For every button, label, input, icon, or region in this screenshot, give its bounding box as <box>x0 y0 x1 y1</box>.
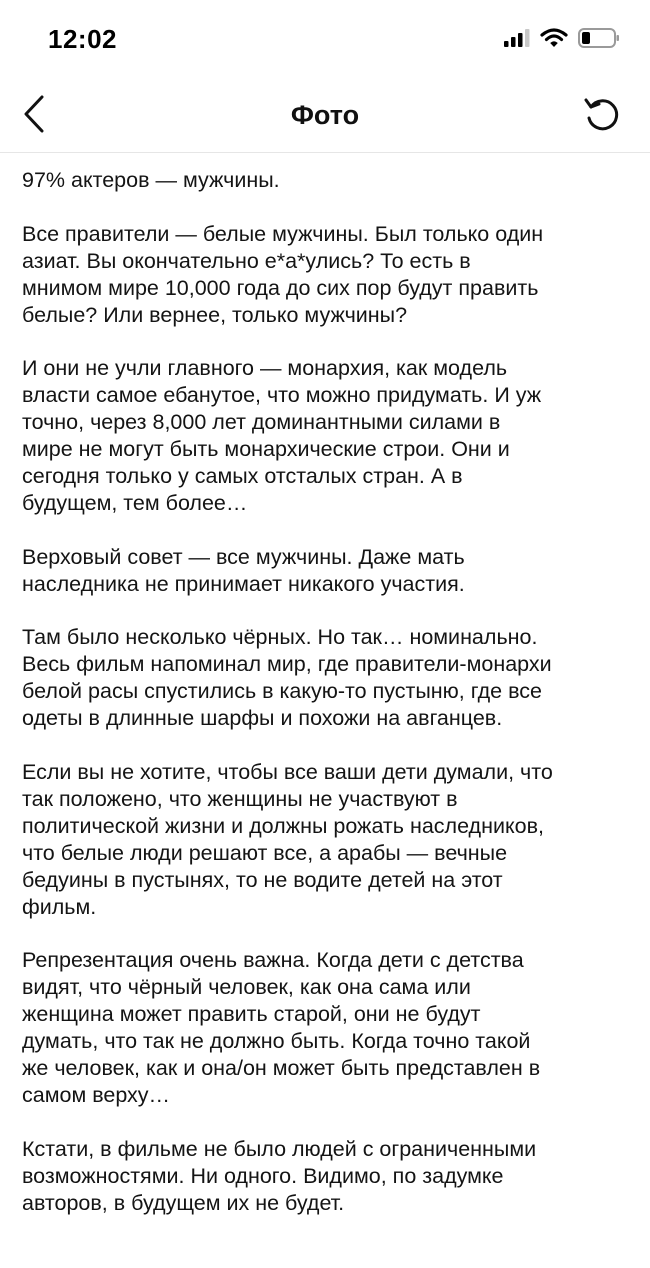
paragraph: Там было несколько чёрных. Но так… номинально. Весь фильм напоминал мир, где правители-монархи белой расы спустились в какую-то пустыню, где все одеты в длинные шарфы и похожи на авганцев. <box>22 625 552 730</box>
paragraph: И они не учли главного — монархия, как модель власти самое ебанутое, что можно придумать. И уж точно, через 8,000 лет доминантными силами в мире не могут быть монархические строи. Они и сегодня только у самых отсталых стран. А в будущем, тем более… <box>22 356 542 515</box>
status-time: 12:02 <box>48 24 117 54</box>
status-icons <box>504 28 620 53</box>
paragraph: Репрезентация очень важна. Когда дети с детства видят, что чёрный человек, как она сама или женщина может править старой, они не будут думать, что так не должно быть. Когда точно такой же человек, как и она/он может быть представлен в самом верху… <box>22 948 541 1107</box>
refresh-icon <box>582 94 622 139</box>
page-title: Фото <box>290 100 360 130</box>
battery-icon <box>578 28 620 53</box>
paragraph: Кстати, в фильме не было людей с ограниченными возможностями. Ни одного. Видимо, по задумке авторов, в будущем их не будет. <box>22 1136 537 1215</box>
paragraph: Все правители — белые мужчины. Был только один азиат. Вы окончательно е*а*улись? То есть в мнимом мире 10,000 года до сих пор будут править белые? Или вернее, только мужчины? <box>22 221 544 327</box>
paragraph: Если вы не хотите, чтобы все ваши дети думали, что так положено, что женщины не участвуют в политической жизни и должны рожать наследников, что белые люди решают все, а арабы — вечные бедуины в пустынях, то не водите детей на этот фильм. <box>22 759 553 919</box>
status-bar <box>0 0 650 80</box>
post-text <box>22 167 632 1243</box>
nav-bar <box>0 80 650 153</box>
wifi-icon <box>540 28 568 53</box>
paragraph: 97% актеров — мужчины. <box>22 168 280 192</box>
signal-icon <box>504 29 530 52</box>
paragraph: Верховый совет — все мужчины. Даже мать наследника не принимает никакого участия. <box>22 544 465 596</box>
refresh-button[interactable] <box>580 94 624 138</box>
